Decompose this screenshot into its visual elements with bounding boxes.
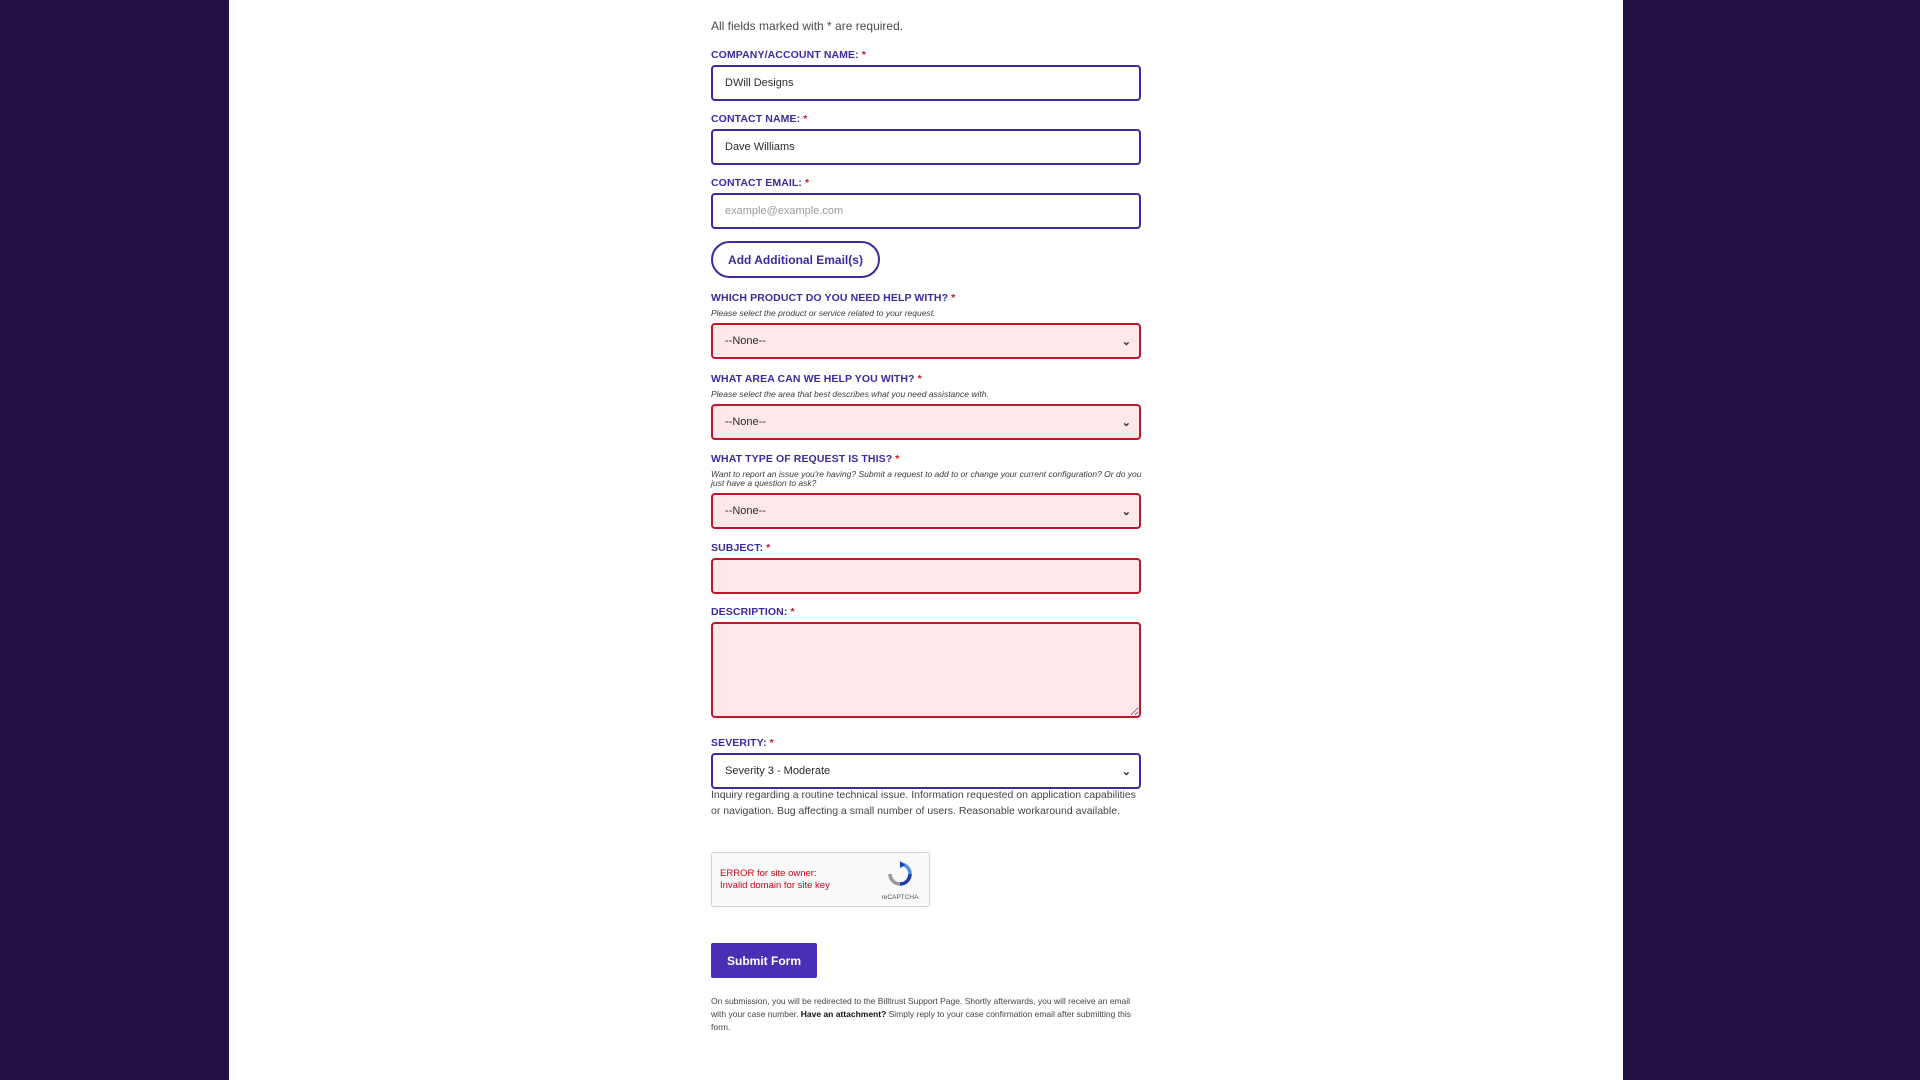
submission-footnote xyxy=(711,995,1143,1034)
recaptcha-error-line2: Invalid domain for site key xyxy=(720,879,830,891)
recaptcha-error-line1: ERROR for site owner: xyxy=(720,868,817,879)
severity-label-text: SEVERITY: xyxy=(711,737,767,749)
contact-email-placeholder: example@example.com xyxy=(725,205,844,217)
request-type-label xyxy=(711,453,899,465)
required-note: All fields marked with * are required. xyxy=(711,19,904,33)
required-marker: * xyxy=(766,542,771,554)
description-textarea[interactable] xyxy=(711,622,1141,718)
recaptcha-logo-icon xyxy=(887,861,913,887)
chevron-down-icon: ⌄ xyxy=(1121,416,1131,429)
company-input[interactable] xyxy=(711,65,1141,101)
severity-select[interactable] xyxy=(711,753,1141,789)
required-marker: * xyxy=(805,177,810,189)
required-marker: * xyxy=(861,49,866,61)
product-label xyxy=(711,292,955,304)
contact-name-input-value: Dave Williams xyxy=(725,141,795,153)
contact-email-label xyxy=(711,177,809,189)
area-help-text: Please select the area that best describes what you need assistance with. xyxy=(711,389,989,399)
contact-name-input[interactable] xyxy=(711,129,1141,165)
product-label-text: WHICH PRODUCT DO YOU NEED HELP WITH? xyxy=(711,292,949,304)
footnote-part1: On submission, you will be redirected to the Billtrust Support Page. Shortly afterwards, you will receive an email with your case number. xyxy=(711,996,1131,1019)
recaptcha-error xyxy=(720,868,830,891)
add-additional-email-button[interactable]: Add Additional Email(s) xyxy=(711,241,880,278)
footnote-part2: Simply reply to your case confirmation email after submitting this form. xyxy=(711,1009,1131,1032)
recaptcha-widget[interactable] xyxy=(711,852,930,907)
severity-description: Inquiry regarding a routine technical issue. Information requested on application capabilities or navigation. Bug affecting a small number of users. Reasonable workaround available. xyxy=(711,789,1136,817)
page-content xyxy=(229,0,1623,1080)
contact-email-label-text: CONTACT EMAIL: xyxy=(711,177,803,189)
contact-name-label xyxy=(711,113,807,125)
required-marker: * xyxy=(803,113,808,125)
recaptcha-logo xyxy=(880,861,920,901)
required-marker: * xyxy=(769,737,774,749)
severity-select-value: Severity 3 - Moderate xyxy=(725,765,831,777)
product-select-value: --None-- xyxy=(725,335,766,347)
severity-label xyxy=(711,737,774,749)
company-input-value: DWill Designs xyxy=(725,77,794,89)
chevron-down-icon: ⌄ xyxy=(1121,335,1131,348)
company-label xyxy=(711,49,866,61)
area-select[interactable] xyxy=(711,404,1141,440)
required-marker: * xyxy=(917,373,922,385)
description-label-text: DESCRIPTION: xyxy=(711,606,788,618)
contact-email-input[interactable] xyxy=(711,193,1141,229)
subject-input[interactable] xyxy=(711,558,1141,594)
product-select[interactable] xyxy=(711,323,1141,359)
required-marker: * xyxy=(790,606,795,618)
company-label-text: COMPANY/ACCOUNT NAME: xyxy=(711,49,859,61)
area-select-value: --None-- xyxy=(725,416,766,428)
footnote-attachment-bold: Have an attachment? xyxy=(800,1009,887,1019)
request-type-select[interactable] xyxy=(711,493,1141,529)
chevron-down-icon: ⌄ xyxy=(1121,505,1131,518)
request-type-select-value: --None-- xyxy=(725,505,766,517)
subject-label xyxy=(711,542,770,554)
contact-name-label-text: CONTACT NAME: xyxy=(711,113,801,125)
request-type-help-text: Want to report an issue you're having? Submit a request to add to or change your current configuration? Or do you just have a question to ask? xyxy=(711,469,1142,488)
request-type-label-text: WHAT TYPE OF REQUEST IS THIS? xyxy=(711,453,893,465)
recaptcha-logo-text: reCAPTCHA xyxy=(881,894,919,901)
area-label xyxy=(711,373,922,385)
area-label-text: WHAT AREA CAN WE HELP YOU WITH? xyxy=(711,373,915,385)
subject-label-text: SUBJECT: xyxy=(711,542,764,554)
required-marker: * xyxy=(951,292,956,304)
chevron-down-icon: ⌄ xyxy=(1121,765,1131,778)
required-marker: * xyxy=(895,453,900,465)
description-label xyxy=(711,606,795,618)
submit-form-button[interactable]: Submit Form xyxy=(711,943,817,978)
product-help-text: Please select the product or service related to your request. xyxy=(711,308,936,318)
